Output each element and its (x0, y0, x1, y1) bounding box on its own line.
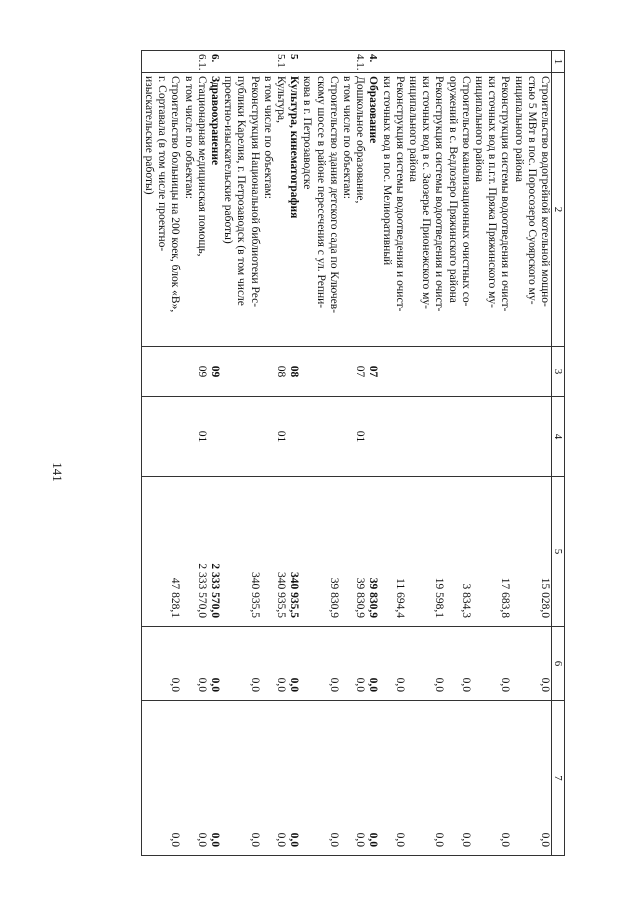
subsection-code (406, 397, 446, 477)
subsection-code: 01 (274, 397, 287, 477)
description-line: Здравоохранение (208, 76, 221, 166)
row-description (221, 73, 261, 347)
amount-col5: 17 683,8 (472, 477, 512, 627)
row-number (511, 51, 551, 73)
amount-col7: 0,0 (195, 701, 208, 856)
description-line: Культура, кинематография (288, 76, 301, 219)
description-line: изыскательские работы) (142, 76, 155, 195)
amount-col5: 47 828,1 (141, 477, 181, 627)
row-description (445, 73, 471, 347)
header-cell: 4 (552, 397, 565, 477)
amount-col5: 340 935,5 (274, 477, 287, 627)
description-line: ки сточных вод в с. Заозерье Прионежского му- (420, 76, 433, 309)
subsection-code (141, 397, 181, 477)
description-line: Дошкольное образование, (354, 76, 367, 204)
amount-col6: 0,0 (195, 627, 208, 701)
row-number: 5.1 (274, 51, 287, 73)
row-number (300, 51, 340, 73)
rotated-table-wrapper (90, 50, 565, 855)
description-line: Реконструкция системы водоотведения и очист- (393, 76, 406, 312)
section-code: 09 (195, 347, 208, 397)
amount-col7: 0,0 (379, 701, 405, 856)
amount-col6: 0,0 (353, 627, 366, 701)
row-description (181, 73, 194, 347)
description-line: Реконструкция системы водоотведения и очист- (499, 76, 512, 312)
amount-col5 (340, 477, 353, 627)
description-line: Строительство больницы на 200 коек, блок «В», (169, 76, 182, 313)
amount-col5: 3 834,3 (445, 477, 471, 627)
section-code: 08 (287, 347, 300, 397)
amount-col7: 0,0 (208, 701, 221, 856)
amount-col7: 0,0 (141, 701, 181, 856)
header-row (552, 51, 565, 856)
row-description (287, 73, 300, 347)
description-line: ки сточных вод в пос. Мелиоративный (380, 76, 393, 266)
row-description (261, 73, 274, 347)
table-row (511, 51, 551, 856)
amount-col6 (261, 627, 274, 701)
amount-col7: 0,0 (511, 701, 551, 856)
subsection-code (511, 397, 551, 477)
row-number: 6. (208, 51, 221, 73)
subsection-code (340, 397, 353, 477)
amount-col6: 0,0 (366, 627, 379, 701)
table-row (340, 51, 353, 856)
table-row (221, 51, 261, 856)
amount-col6: 0,0 (300, 627, 340, 701)
section-code (511, 347, 551, 397)
description-line: проектно-изыскательские работы) (222, 76, 235, 244)
table-row (445, 51, 471, 856)
table-body (141, 51, 551, 856)
subsection-code (472, 397, 512, 477)
description-line: кова в г. Петрозаводске (301, 76, 314, 190)
description-line: стью 5 МВт в пос. Поросозеро Суоярского му- (525, 76, 538, 305)
row-description (274, 73, 287, 347)
row-description (300, 73, 340, 347)
description-line: ниципального района (472, 76, 485, 182)
amount-col6: 0,0 (287, 627, 300, 701)
amount-col6: 0,0 (274, 627, 287, 701)
row-number (181, 51, 194, 73)
description-line: в том числе по объектам: (182, 76, 195, 199)
row-number (340, 51, 353, 73)
section-code (445, 347, 471, 397)
amount-col6: 0,0 (221, 627, 261, 701)
section-code (181, 347, 194, 397)
description-line: Строительство здания детского сада по Ключев- (327, 76, 340, 314)
amount-col5: 39 830,9 (300, 477, 340, 627)
header-cell: 6 (552, 627, 565, 701)
subsection-code (181, 397, 194, 477)
section-code: 08 (274, 347, 287, 397)
section-code (472, 347, 512, 397)
amount-col5: 11 694,4 (379, 477, 405, 627)
header-cell: 1 (552, 51, 565, 73)
description-line: Реконструкция системы водоотведения и очист- (433, 76, 446, 312)
table-row (379, 51, 405, 856)
row-number (472, 51, 512, 73)
amount-col7: 0,0 (366, 701, 379, 856)
description-line: в том числе по объектам: (261, 76, 274, 199)
amount-col5: 2 333 570,0 (195, 477, 208, 627)
section-code (300, 347, 340, 397)
amount-col7 (261, 701, 274, 856)
table-row (472, 51, 512, 856)
description-line: ниципального района (406, 76, 419, 182)
table-row (181, 51, 194, 856)
description-line: Образование (367, 76, 380, 144)
budget-table (141, 50, 565, 856)
section-code (379, 347, 405, 397)
amount-col6: 0,0 (445, 627, 471, 701)
description-line: скому шоссе в районе пересечения с ул. Репни- (314, 76, 327, 309)
table-row (141, 51, 181, 856)
row-description (141, 73, 181, 347)
subsection-code (445, 397, 471, 477)
amount-col7 (340, 701, 353, 856)
subsection-code (208, 397, 221, 477)
row-description (195, 73, 208, 347)
subsection-code (287, 397, 300, 477)
table-row (300, 51, 340, 856)
amount-col5: 15 028,0 (511, 477, 551, 627)
row-description (366, 73, 379, 347)
amount-col6: 0,0 (379, 627, 405, 701)
row-number: 6.1. (195, 51, 208, 73)
amount-col6: 0,0 (472, 627, 512, 701)
subsection-code: 01 (195, 397, 208, 477)
row-number: 4. (366, 51, 379, 73)
section-code: 07 (366, 347, 379, 397)
header-cell: 2 (552, 73, 565, 347)
amount-col5: 39 830,9 (366, 477, 379, 627)
amount-col5: 340 935,5 (287, 477, 300, 627)
row-description (340, 73, 353, 347)
description-line: Строительство канализационных очистных со- (459, 76, 472, 307)
section-code (261, 347, 274, 397)
section-code: 09 (208, 347, 221, 397)
description-line: Строительство водогрейной котельной мощно- (539, 76, 551, 307)
amount-col6: 0,0 (141, 627, 181, 701)
amount-col5 (181, 477, 194, 627)
row-number (221, 51, 261, 73)
description-line: Реконструкция Национальной библиотеки Рес- (248, 76, 261, 308)
amount-col6: 0,0 (406, 627, 446, 701)
amount-col7: 0,0 (353, 701, 366, 856)
table-row (353, 51, 366, 856)
row-number: 4.1. (353, 51, 366, 73)
amount-col5: 340 935,5 (221, 477, 261, 627)
description-line: Культура, (274, 76, 287, 123)
section-code (406, 347, 446, 397)
description-line: ки сточных вод в п.г.т. Пряжа Пряжинского му- (486, 76, 499, 309)
subsection-code (261, 397, 274, 477)
row-description (472, 73, 512, 347)
amount-col6: 0,0 (511, 627, 551, 701)
row-description (353, 73, 366, 347)
table-row (366, 51, 379, 856)
amount-col5 (261, 477, 274, 627)
header-cell: 5 (552, 477, 565, 627)
amount-col5: 2 333 570,0 (208, 477, 221, 627)
subsection-code (366, 397, 379, 477)
table-row (406, 51, 446, 856)
amount-col7 (181, 701, 194, 856)
table-row (287, 51, 300, 856)
amount-col7: 0,0 (406, 701, 446, 856)
section-code: 07 (353, 347, 366, 397)
table-row (274, 51, 287, 856)
amount-col5: 39 830,9 (353, 477, 366, 627)
row-number (141, 51, 181, 73)
row-number (406, 51, 446, 73)
description-line: Стационарная медицинская помощь, (195, 76, 208, 257)
header-cell: 7 (552, 701, 565, 856)
description-line: ниципального района (512, 76, 525, 182)
row-number (379, 51, 405, 73)
row-description (511, 73, 551, 347)
amount-col7: 0,0 (287, 701, 300, 856)
amount-col7: 0,0 (472, 701, 512, 856)
description-line: оружений в с. Ведлозеро Пряжинского района (446, 76, 459, 303)
header-cell: 3 (552, 347, 565, 397)
section-code (340, 347, 353, 397)
subsection-code (300, 397, 340, 477)
row-description (208, 73, 221, 347)
row-number: 5 (287, 51, 300, 73)
row-description (406, 73, 446, 347)
amount-col6 (181, 627, 194, 701)
page-number: 141 (50, 462, 65, 482)
subsection-code: 01 (353, 397, 366, 477)
table-row (195, 51, 208, 856)
section-code (221, 347, 261, 397)
subsection-code (379, 397, 405, 477)
section-code (141, 347, 181, 397)
subsection-code (221, 397, 261, 477)
table-row (208, 51, 221, 856)
amount-col7: 0,0 (445, 701, 471, 856)
amount-col7: 0,0 (221, 701, 261, 856)
amount-col6 (340, 627, 353, 701)
amount-col7: 0,0 (300, 701, 340, 856)
row-number (261, 51, 274, 73)
amount-col5: 19 598,1 (406, 477, 446, 627)
amount-col7: 0,0 (274, 701, 287, 856)
amount-col6: 0,0 (208, 627, 221, 701)
table-row (261, 51, 274, 856)
description-line: в том числе по объектам: (340, 76, 353, 199)
row-number (445, 51, 471, 73)
row-description (379, 73, 405, 347)
description-line: публики Карелия, г. Петрозаводск (в том числе (235, 76, 248, 306)
description-line: г. Сортавала (в том числе проектно- (156, 76, 169, 252)
